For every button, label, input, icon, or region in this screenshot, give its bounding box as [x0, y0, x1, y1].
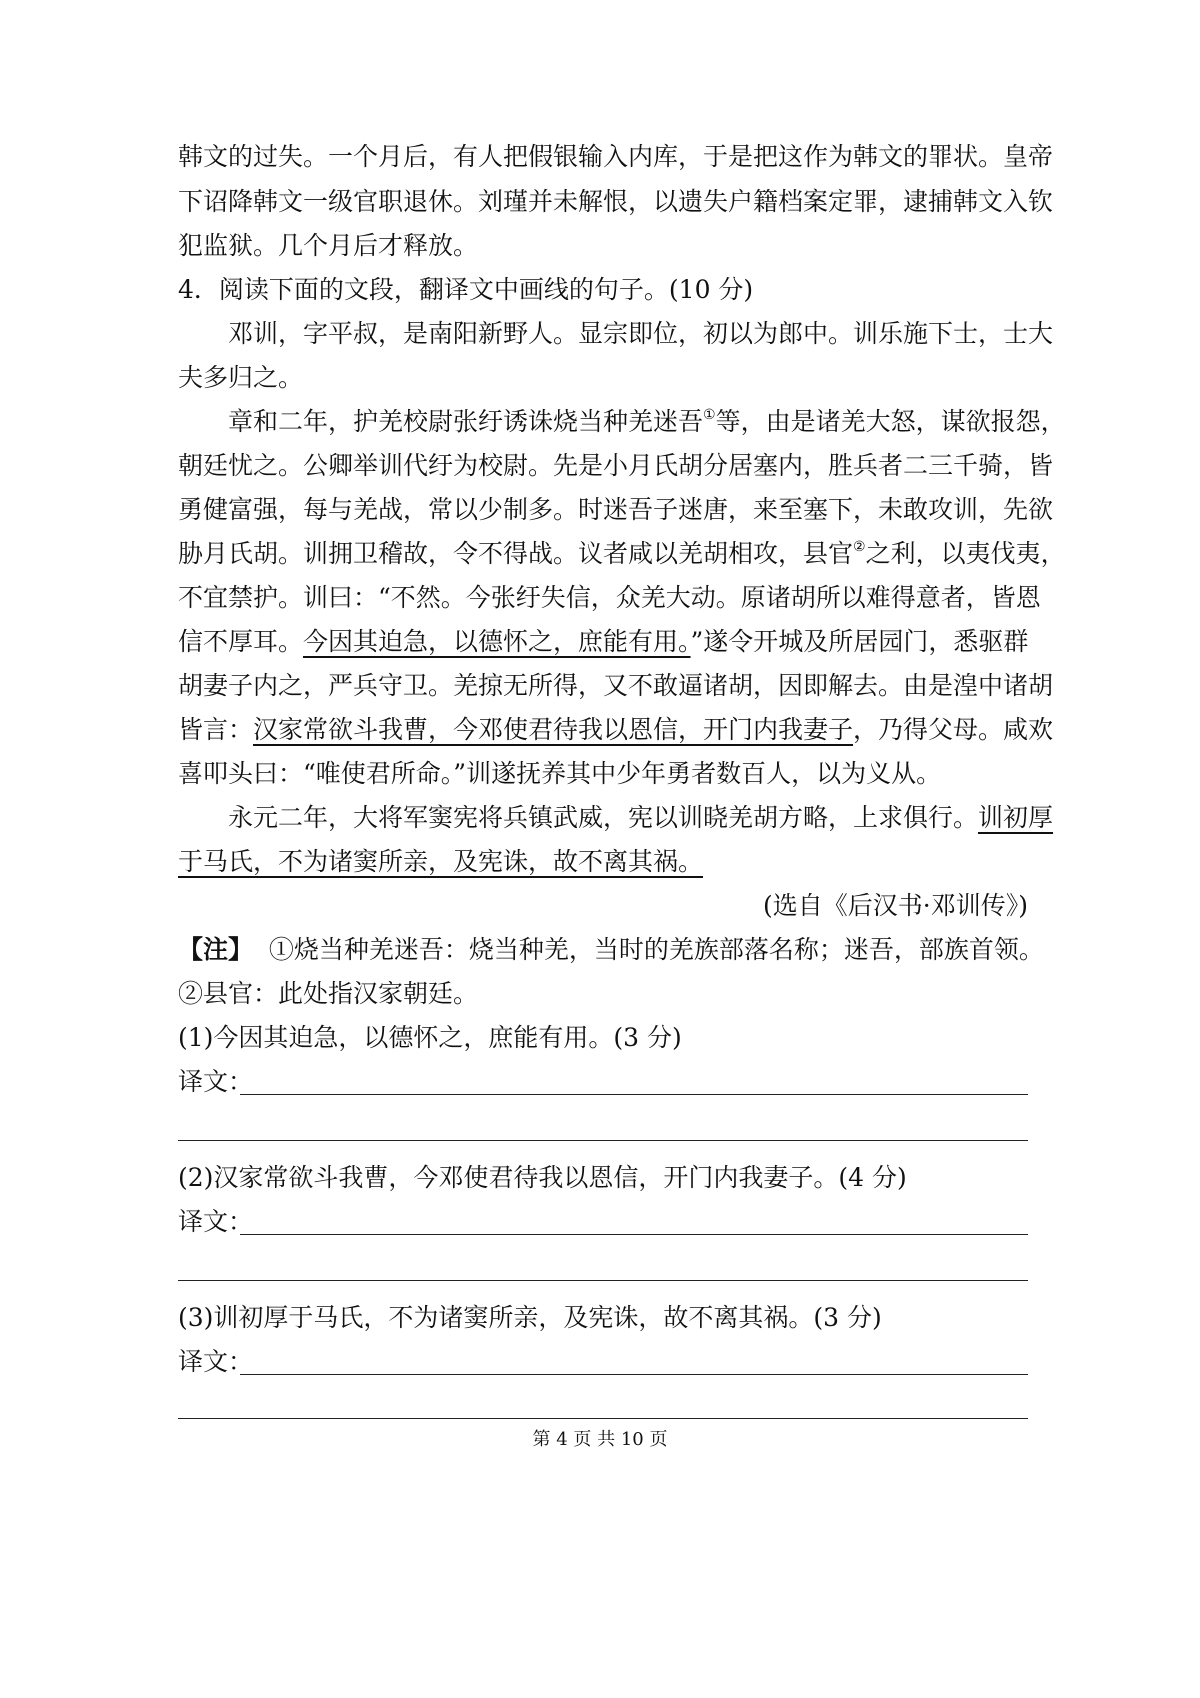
p3-line-1a: 永元二年，大将军窦宪将兵镇武威，宪以训晓羌胡方略，上求俱行。: [228, 803, 979, 832]
note-1: ①烧当种羌迷吾：烧当种羌，当时的羌族部落名称；迷吾，部族首领。: [268, 935, 1044, 964]
underlined-sentence-3a: 训初厚: [978, 803, 1054, 832]
p2-line-2: 朝廷忧之。公卿举训代纡为校尉。先是小月氏胡分居塞内，胜兵者二三千骑，皆: [178, 451, 1054, 480]
answer-row-3a: [178, 1342, 1028, 1382]
p2-line-1a: 章和二年，护羌校尉张纡诱诛烧当种羌迷吾: [228, 407, 704, 436]
source-citation: (选自《后汉书·邓训传》): [763, 891, 1028, 920]
p2-line-1: [228, 402, 1066, 442]
p2-line-5: 不宜禁护。训曰：“不然。今张纡失信，众羌大动。原诸胡所以难得意者，皆恩: [178, 583, 1041, 612]
p2-line-6: [178, 622, 1028, 662]
answer-label: 译文：: [178, 1207, 254, 1236]
answer-label: 译文：: [178, 1347, 254, 1376]
underlined-sentence-3b: 于马氏，不为诸窦所亲，及宪诛，故不离其祸。: [178, 847, 704, 876]
p1-line-1: 邓训，字平叔，是南阳新野人。显宗即位，初以为郎中。训乐施下士，士大: [228, 319, 1054, 348]
answer-row-1a: [178, 1062, 1028, 1102]
note-line-2: ②县官：此处指汉家朝廷。: [178, 979, 479, 1008]
page-footer: 第 4 页 共 10 页: [532, 1429, 668, 1450]
p2-line-4: [178, 534, 1066, 574]
answer-blank-2a[interactable]: [240, 1234, 1028, 1235]
p2-line-1b: 等，由是诸羌大怒，谋欲报怨，: [715, 407, 1066, 436]
p2-line-4b: 之利，以夷伐夷，: [865, 539, 1066, 568]
answer-blank-1a[interactable]: [240, 1094, 1028, 1095]
answer-label: 译文：: [178, 1067, 254, 1096]
footnote-mark-2: ②: [853, 538, 866, 555]
question-2: (2)汉家常欲斗我曹，今邓使君待我以恩信，开门内我妻子。(4 分): [178, 1163, 907, 1192]
intro-line-3: 犯监狱。几个月后才释放。: [178, 231, 479, 260]
p2-line-8a: 皆言：: [178, 715, 254, 744]
answer-blank-2b[interactable]: [178, 1280, 1028, 1281]
p2-line-8: [178, 710, 1054, 750]
question-3: (3)训初厚于马氏，不为诸窦所亲，及宪诛，故不离其祸。(3 分): [178, 1303, 882, 1332]
p2-line-9: 喜叩头曰：“唯使君所命。”训遂抚养其中少年勇者数百人，以为义从。: [178, 759, 942, 788]
p2-line-7: 胡妻子内之，严兵守卫。羌掠无所得，又不敢逼诸胡，因即解去。由是湟中诸胡: [178, 671, 1054, 700]
note-line-1: [178, 930, 1044, 970]
p1-line-2: 夫多归之。: [178, 363, 304, 392]
p2-line-8b: ，乃得父母。咸欢: [853, 715, 1054, 744]
p3-line-1: [228, 798, 1054, 838]
p2-line-4a: 胁月氏胡。训拥卫稽故，令不得战。议者咸以羌胡相攻，县官: [178, 539, 854, 568]
answer-row-2a: [178, 1202, 1028, 1242]
intro-line-1: 韩文的过失。一个月后，有人把假银输入内库，于是把这作为韩文的罪状。皇帝: [178, 142, 1054, 171]
question-1: (1)今因其迫急，以德怀之，庶能有用。(3 分): [178, 1023, 682, 1052]
intro-line-2: 下诏降韩文一级官职退休。刘瑾并未解恨，以遗失户籍档案定罪，逮捕韩文入钦: [178, 187, 1054, 216]
answer-blank-3a[interactable]: [240, 1374, 1028, 1375]
underlined-sentence-2: 汉家常欲斗我曹，今邓使君待我以恩信，开门内我妻子: [253, 715, 854, 744]
p3-line-2: [178, 842, 1028, 882]
p2-line-6b: ”遂令开城及所居园门，悉驱群: [690, 627, 1029, 656]
note-label: 【注】: [178, 935, 254, 964]
footnote-mark-1: ①: [703, 406, 716, 423]
question-title: 4．阅读下面的文段，翻译文中画线的句子。(10 分): [178, 275, 754, 304]
p2-line-6a: 信不厚耳。: [178, 627, 304, 656]
answer-blank-1b[interactable]: [178, 1140, 1028, 1141]
underlined-sentence-1: 今因其迫急，以德怀之，庶能有用。: [303, 627, 691, 656]
p2-line-3: 勇健富强，每与羌战，常以少制多。时迷吾子迷唐，来至塞下，未敢攻训，先欲: [178, 495, 1054, 524]
